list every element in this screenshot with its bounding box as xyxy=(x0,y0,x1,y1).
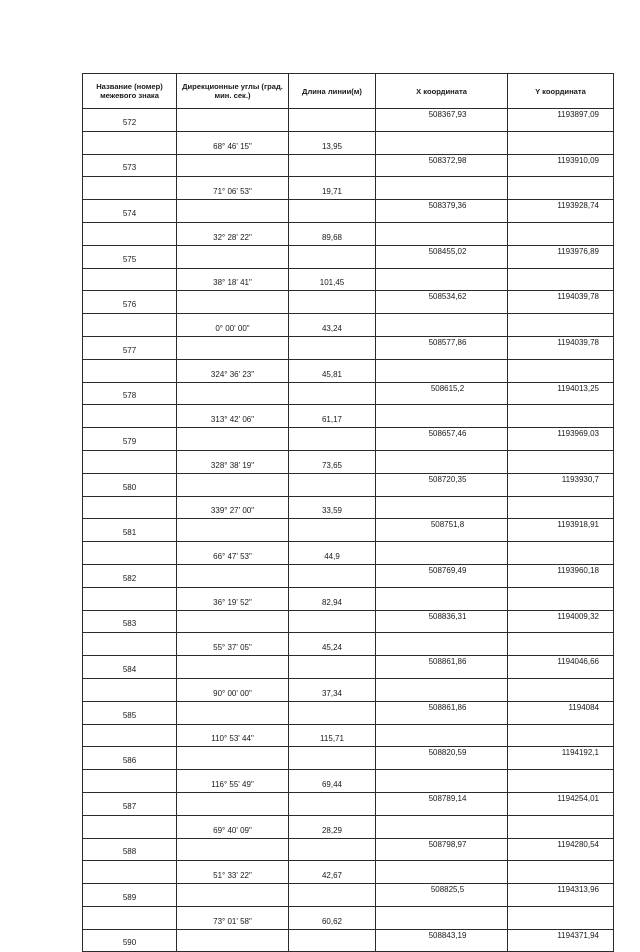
header-length: Длина линии(м) xyxy=(289,74,376,109)
table-row xyxy=(83,747,614,770)
table-row xyxy=(83,724,614,747)
table-row xyxy=(83,906,614,929)
empty-cell xyxy=(177,519,289,542)
direction-angle-cell: 51° 33' 22" xyxy=(177,861,289,884)
header-mark: Название (номер) межевого знака xyxy=(83,74,177,109)
x-coordinate-cell: 508615,2 xyxy=(376,382,508,405)
empty-cell xyxy=(83,770,177,793)
table-row xyxy=(83,678,614,701)
table-row xyxy=(83,701,614,724)
empty-cell xyxy=(508,359,614,382)
header-angle: Дирекционные углы (град. мин. сек.) xyxy=(177,74,289,109)
table-row xyxy=(83,314,614,337)
y-coordinate-cell: 1194084 xyxy=(508,701,614,724)
direction-angle-cell: 32° 28' 22" xyxy=(177,222,289,245)
line-length-cell: 45,81 xyxy=(289,359,376,382)
line-length-cell: 60,62 xyxy=(289,906,376,929)
mark-number-cell: 578 xyxy=(83,382,177,405)
table-row xyxy=(83,450,614,473)
direction-angle-cell: 324° 36' 23" xyxy=(177,359,289,382)
empty-cell xyxy=(289,473,376,496)
direction-angle-cell: 55° 37' 05" xyxy=(177,633,289,656)
empty-cell xyxy=(508,314,614,337)
empty-cell xyxy=(289,610,376,633)
empty-cell xyxy=(177,564,289,587)
direction-angle-cell: 116° 55' 49" xyxy=(177,770,289,793)
line-length-cell: 37,34 xyxy=(289,678,376,701)
table-row xyxy=(83,428,614,451)
table-row xyxy=(83,929,614,952)
y-coordinate-cell: 1194046,66 xyxy=(508,656,614,679)
direction-angle-cell: 313° 42' 06" xyxy=(177,405,289,428)
empty-cell xyxy=(508,131,614,154)
empty-cell xyxy=(83,815,177,838)
table-row xyxy=(83,633,614,656)
y-coordinate-cell: 1194254,01 xyxy=(508,792,614,815)
empty-cell xyxy=(508,587,614,610)
empty-cell xyxy=(289,291,376,314)
line-length-cell: 42,67 xyxy=(289,861,376,884)
table-row xyxy=(83,656,614,679)
direction-angle-cell: 90° 00' 00" xyxy=(177,678,289,701)
x-coordinate-cell: 508820,59 xyxy=(376,747,508,770)
mark-number-cell: 587 xyxy=(83,792,177,815)
empty-cell xyxy=(376,268,508,291)
empty-cell xyxy=(289,245,376,268)
mark-number-cell: 576 xyxy=(83,291,177,314)
y-coordinate-cell: 1193976,89 xyxy=(508,245,614,268)
empty-cell xyxy=(83,678,177,701)
table-row xyxy=(83,154,614,177)
line-length-cell: 61,17 xyxy=(289,405,376,428)
empty-cell xyxy=(376,496,508,519)
y-coordinate-cell: 1194039,78 xyxy=(508,291,614,314)
x-coordinate-cell: 508372,98 xyxy=(376,154,508,177)
empty-cell xyxy=(83,724,177,747)
y-coordinate-cell: 1194371,94 xyxy=(508,929,614,952)
mark-number-cell: 583 xyxy=(83,610,177,633)
table-row xyxy=(83,336,614,359)
empty-cell xyxy=(376,906,508,929)
empty-cell xyxy=(177,701,289,724)
table-row xyxy=(83,610,614,633)
empty-cell xyxy=(83,906,177,929)
empty-cell xyxy=(508,450,614,473)
line-length-cell: 13,95 xyxy=(289,131,376,154)
empty-cell xyxy=(177,838,289,861)
y-coordinate-cell: 1194280,54 xyxy=(508,838,614,861)
x-coordinate-cell: 508379,36 xyxy=(376,200,508,223)
empty-cell xyxy=(289,564,376,587)
mark-number-cell: 574 xyxy=(83,200,177,223)
empty-cell xyxy=(83,359,177,382)
mark-number-cell: 584 xyxy=(83,656,177,679)
direction-angle-cell: 339° 27' 00" xyxy=(177,496,289,519)
empty-cell xyxy=(508,815,614,838)
table-row xyxy=(83,770,614,793)
table-row xyxy=(83,131,614,154)
x-coordinate-cell: 508455,02 xyxy=(376,245,508,268)
y-coordinate-cell: 1194192,1 xyxy=(508,747,614,770)
empty-cell xyxy=(289,792,376,815)
y-coordinate-cell: 1194039,78 xyxy=(508,336,614,359)
empty-cell xyxy=(177,291,289,314)
mark-number-cell: 589 xyxy=(83,884,177,907)
table-row xyxy=(83,884,614,907)
empty-cell xyxy=(376,724,508,747)
table-row xyxy=(83,245,614,268)
empty-cell xyxy=(83,268,177,291)
direction-angle-cell: 68° 46' 15" xyxy=(177,131,289,154)
empty-cell xyxy=(376,633,508,656)
table-row xyxy=(83,587,614,610)
empty-cell xyxy=(508,542,614,565)
empty-cell xyxy=(289,747,376,770)
empty-cell xyxy=(177,656,289,679)
empty-cell xyxy=(83,131,177,154)
empty-cell xyxy=(83,633,177,656)
y-coordinate-cell: 1193928,74 xyxy=(508,200,614,223)
coordinates-sheet xyxy=(82,73,613,952)
line-length-cell: 115,71 xyxy=(289,724,376,747)
x-coordinate-cell: 508861,86 xyxy=(376,701,508,724)
y-coordinate-cell: 1193910,09 xyxy=(508,154,614,177)
empty-cell xyxy=(376,131,508,154)
y-coordinate-cell: 1194313,96 xyxy=(508,884,614,907)
header-x-coordinate: X координата xyxy=(376,74,508,109)
empty-cell xyxy=(289,428,376,451)
x-coordinate-cell: 508861,86 xyxy=(376,656,508,679)
table-row xyxy=(83,542,614,565)
empty-cell xyxy=(376,450,508,473)
line-length-cell: 69,44 xyxy=(289,770,376,793)
empty-cell xyxy=(289,109,376,132)
table-row xyxy=(83,861,614,884)
table-row xyxy=(83,382,614,405)
x-coordinate-cell: 508843,19 xyxy=(376,929,508,952)
mark-number-cell: 588 xyxy=(83,838,177,861)
direction-angle-cell: 36° 19' 52" xyxy=(177,587,289,610)
mark-number-cell: 580 xyxy=(83,473,177,496)
line-length-cell: 33,59 xyxy=(289,496,376,519)
boundary-coordinates-table xyxy=(82,73,614,952)
empty-cell xyxy=(289,336,376,359)
mark-number-cell: 590 xyxy=(83,929,177,952)
y-coordinate-cell: 1193897,09 xyxy=(508,109,614,132)
x-coordinate-cell: 508789,14 xyxy=(376,792,508,815)
table-row xyxy=(83,359,614,382)
empty-cell xyxy=(177,929,289,952)
line-length-cell: 28,29 xyxy=(289,815,376,838)
empty-cell xyxy=(376,815,508,838)
mark-number-cell: 579 xyxy=(83,428,177,451)
empty-cell xyxy=(289,884,376,907)
table-row xyxy=(83,109,614,132)
empty-cell xyxy=(177,610,289,633)
x-coordinate-cell: 508534,62 xyxy=(376,291,508,314)
table-row xyxy=(83,519,614,542)
empty-cell xyxy=(508,724,614,747)
empty-cell xyxy=(177,245,289,268)
x-coordinate-cell: 508836,31 xyxy=(376,610,508,633)
empty-cell xyxy=(508,222,614,245)
mark-number-cell: 585 xyxy=(83,701,177,724)
table-row xyxy=(83,792,614,815)
y-coordinate-cell: 1193960,18 xyxy=(508,564,614,587)
mark-number-cell: 572 xyxy=(83,109,177,132)
x-coordinate-cell: 508769,49 xyxy=(376,564,508,587)
empty-cell xyxy=(83,542,177,565)
empty-cell xyxy=(508,906,614,929)
empty-cell xyxy=(177,428,289,451)
x-coordinate-cell: 508657,46 xyxy=(376,428,508,451)
x-coordinate-cell: 508720,35 xyxy=(376,473,508,496)
empty-cell xyxy=(376,314,508,337)
empty-cell xyxy=(376,542,508,565)
y-coordinate-cell: 1194013,25 xyxy=(508,382,614,405)
table-row xyxy=(83,838,614,861)
empty-cell xyxy=(289,838,376,861)
empty-cell xyxy=(177,109,289,132)
direction-angle-cell: 0° 00' 00" xyxy=(177,314,289,337)
direction-angle-cell: 66° 47' 53" xyxy=(177,542,289,565)
y-coordinate-cell: 1193969,03 xyxy=(508,428,614,451)
mark-number-cell: 581 xyxy=(83,519,177,542)
line-length-cell: 89,68 xyxy=(289,222,376,245)
y-coordinate-cell: 1193930,7 xyxy=(508,473,614,496)
y-coordinate-cell: 1194009,32 xyxy=(508,610,614,633)
empty-cell xyxy=(83,861,177,884)
empty-cell xyxy=(177,382,289,405)
empty-cell xyxy=(177,154,289,177)
empty-cell xyxy=(177,747,289,770)
mark-number-cell: 577 xyxy=(83,336,177,359)
empty-cell xyxy=(508,770,614,793)
direction-angle-cell: 110° 53' 44" xyxy=(177,724,289,747)
empty-cell xyxy=(376,861,508,884)
empty-cell xyxy=(289,154,376,177)
empty-cell xyxy=(376,770,508,793)
line-length-cell: 82,94 xyxy=(289,587,376,610)
empty-cell xyxy=(508,177,614,200)
table-row xyxy=(83,177,614,200)
table-row xyxy=(83,268,614,291)
empty-cell xyxy=(289,200,376,223)
direction-angle-cell: 71° 06' 53" xyxy=(177,177,289,200)
x-coordinate-cell: 508825,5 xyxy=(376,884,508,907)
empty-cell xyxy=(376,177,508,200)
mark-number-cell: 582 xyxy=(83,564,177,587)
header-y-coordinate: Y координата xyxy=(508,74,614,109)
empty-cell xyxy=(376,587,508,610)
line-length-cell: 43,24 xyxy=(289,314,376,337)
line-length-cell: 101,45 xyxy=(289,268,376,291)
direction-angle-cell: 38° 18' 41" xyxy=(177,268,289,291)
empty-cell xyxy=(508,861,614,884)
empty-cell xyxy=(83,587,177,610)
empty-cell xyxy=(508,405,614,428)
table-row xyxy=(83,200,614,223)
empty-cell xyxy=(83,222,177,245)
table-row xyxy=(83,291,614,314)
line-length-cell: 19,71 xyxy=(289,177,376,200)
empty-cell xyxy=(83,496,177,519)
empty-cell xyxy=(83,177,177,200)
y-coordinate-cell: 1193918,91 xyxy=(508,519,614,542)
table-row xyxy=(83,815,614,838)
empty-cell xyxy=(177,792,289,815)
table-row xyxy=(83,405,614,428)
mark-number-cell: 573 xyxy=(83,154,177,177)
empty-cell xyxy=(289,701,376,724)
table-row xyxy=(83,222,614,245)
mark-number-cell: 586 xyxy=(83,747,177,770)
empty-cell xyxy=(177,200,289,223)
empty-cell xyxy=(508,633,614,656)
mark-number-cell: 575 xyxy=(83,245,177,268)
empty-cell xyxy=(289,929,376,952)
empty-cell xyxy=(289,656,376,679)
empty-cell xyxy=(83,314,177,337)
line-length-cell: 73,65 xyxy=(289,450,376,473)
empty-cell xyxy=(376,359,508,382)
direction-angle-cell: 69° 40' 09" xyxy=(177,815,289,838)
direction-angle-cell: 328° 38' 19" xyxy=(177,450,289,473)
empty-cell xyxy=(177,336,289,359)
empty-cell xyxy=(289,519,376,542)
x-coordinate-cell: 508798,97 xyxy=(376,838,508,861)
empty-cell xyxy=(289,382,376,405)
table-header-row xyxy=(83,74,614,109)
table-row xyxy=(83,564,614,587)
table-body xyxy=(83,109,614,952)
line-length-cell: 44,9 xyxy=(289,542,376,565)
x-coordinate-cell: 508751,8 xyxy=(376,519,508,542)
empty-cell xyxy=(177,473,289,496)
empty-cell xyxy=(376,222,508,245)
empty-cell xyxy=(83,405,177,428)
empty-cell xyxy=(508,678,614,701)
line-length-cell: 45,24 xyxy=(289,633,376,656)
x-coordinate-cell: 508577,86 xyxy=(376,336,508,359)
table-row xyxy=(83,473,614,496)
empty-cell xyxy=(376,678,508,701)
direction-angle-cell: 73° 01' 58" xyxy=(177,906,289,929)
empty-cell xyxy=(83,450,177,473)
table-row xyxy=(83,496,614,519)
x-coordinate-cell: 508367,93 xyxy=(376,109,508,132)
empty-cell xyxy=(177,884,289,907)
empty-cell xyxy=(508,496,614,519)
empty-cell xyxy=(376,405,508,428)
empty-cell xyxy=(508,268,614,291)
